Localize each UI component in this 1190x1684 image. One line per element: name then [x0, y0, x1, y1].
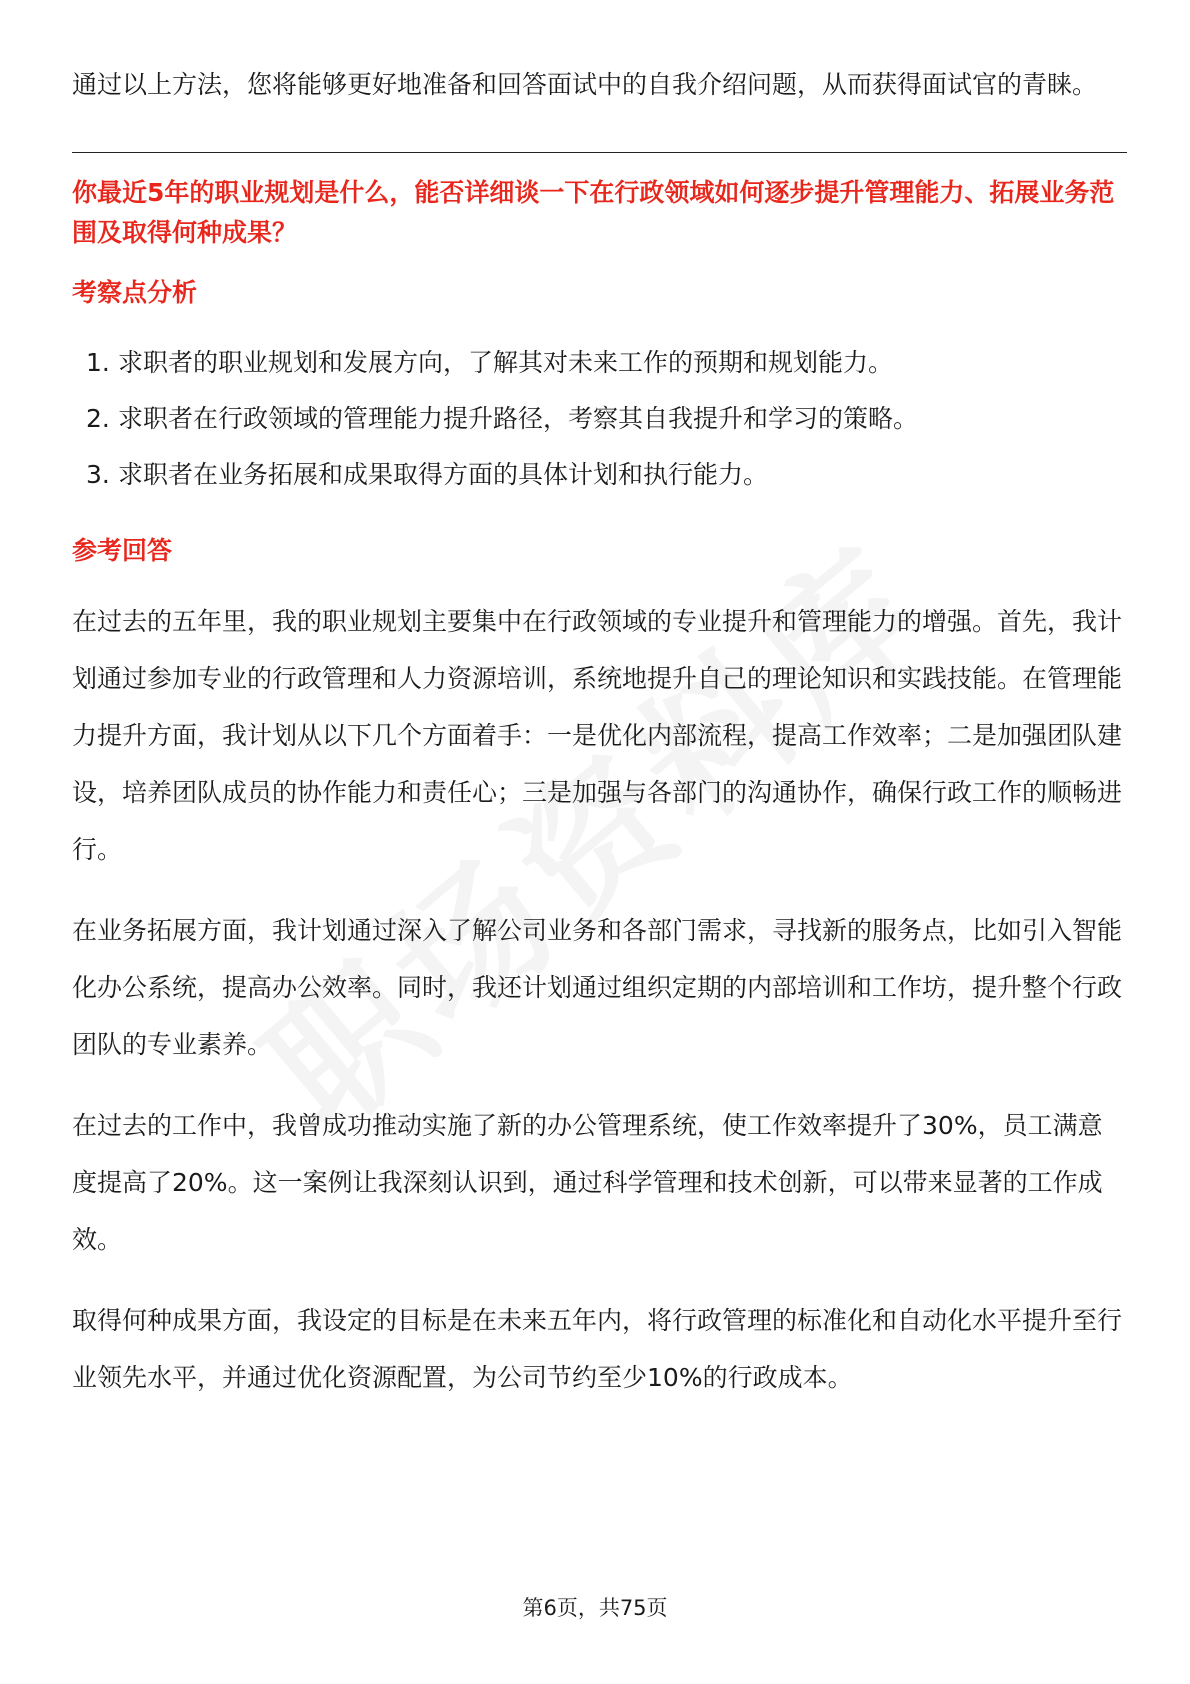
- list-item-number: 2.: [86, 404, 110, 433]
- answer-paragraph: 取得何种成果方面，我设定的目标是在未来五年内，将行政管理的标准化和自动化水平提升至行业领先水平，并通过优化资源配置，为公司节约至少10%的行政成本。: [72, 1306, 1123, 1392]
- list-item-text: 求职者的职业规划和发展方向，了解其对未来工作的预期和规划能力。: [118, 348, 894, 377]
- analysis-points-list: [72, 335, 1127, 503]
- answer-paragraph: 在过去的五年里，我的职业规划主要集中在行政领域的专业提升和管理能力的增强。首先，我计划通过参加专业的行政管理和人力资源培训，系统地提升自己的理论知识和实践技能。在管理能力提升方面，我计划从以下几个方面着手：一是优化内部流程，提高工作效率；二是加强团队建设，培养团队成员的协作能力和责任心；三是加强与各部门的沟通协作，确保行政工作的顺畅进行。: [72, 607, 1123, 864]
- list-item: [72, 447, 1127, 503]
- list-item-number: 1.: [86, 348, 110, 377]
- answer-paragraph: 在过去的工作中，我曾成功推动实施了新的办公管理系统，使工作效率提升了30%，员工满意度提高了20%。这一案例让我深刻认识到，通过科学管理和技术创新，可以带来显著的工作成效。: [72, 1111, 1103, 1254]
- section-divider: [72, 152, 1127, 153]
- answer-paragraph: 在业务拓展方面，我计划通过深入了解公司业务和各部门需求，寻找新的服务点，比如引入智能化办公系统，提高办公效率。同时，我还计划通过组织定期的内部培训和工作坊，提升整个行政团队的专业素养。: [72, 916, 1123, 1059]
- list-item: [72, 391, 1127, 447]
- list-item-text: 求职者在业务拓展和成果取得方面的具体计划和执行能力。: [118, 460, 769, 489]
- analysis-title: 考察点分析: [72, 278, 198, 307]
- list-item: [72, 335, 1127, 391]
- intro-paragraph: 通过以上方法，您将能够更好地准备和回答面试中的自我介绍问题，从而获得面试官的青睐。: [72, 70, 1098, 99]
- list-item-number: 3.: [86, 460, 110, 489]
- list-item-text: 求职者在行政领域的管理能力提升路径，考察其自我提升和学习的策略。: [118, 404, 919, 433]
- page-number: 第6页，共75页: [522, 1596, 668, 1620]
- document-page: [72, 56, 1127, 1406]
- answer-title: 参考回答: [72, 536, 173, 565]
- question-heading: 你最近5年的职业规划是什么，能否详细谈一下在行政领域如何逐步提升管理能力、拓展业务范围及取得何种成果？: [72, 178, 1115, 247]
